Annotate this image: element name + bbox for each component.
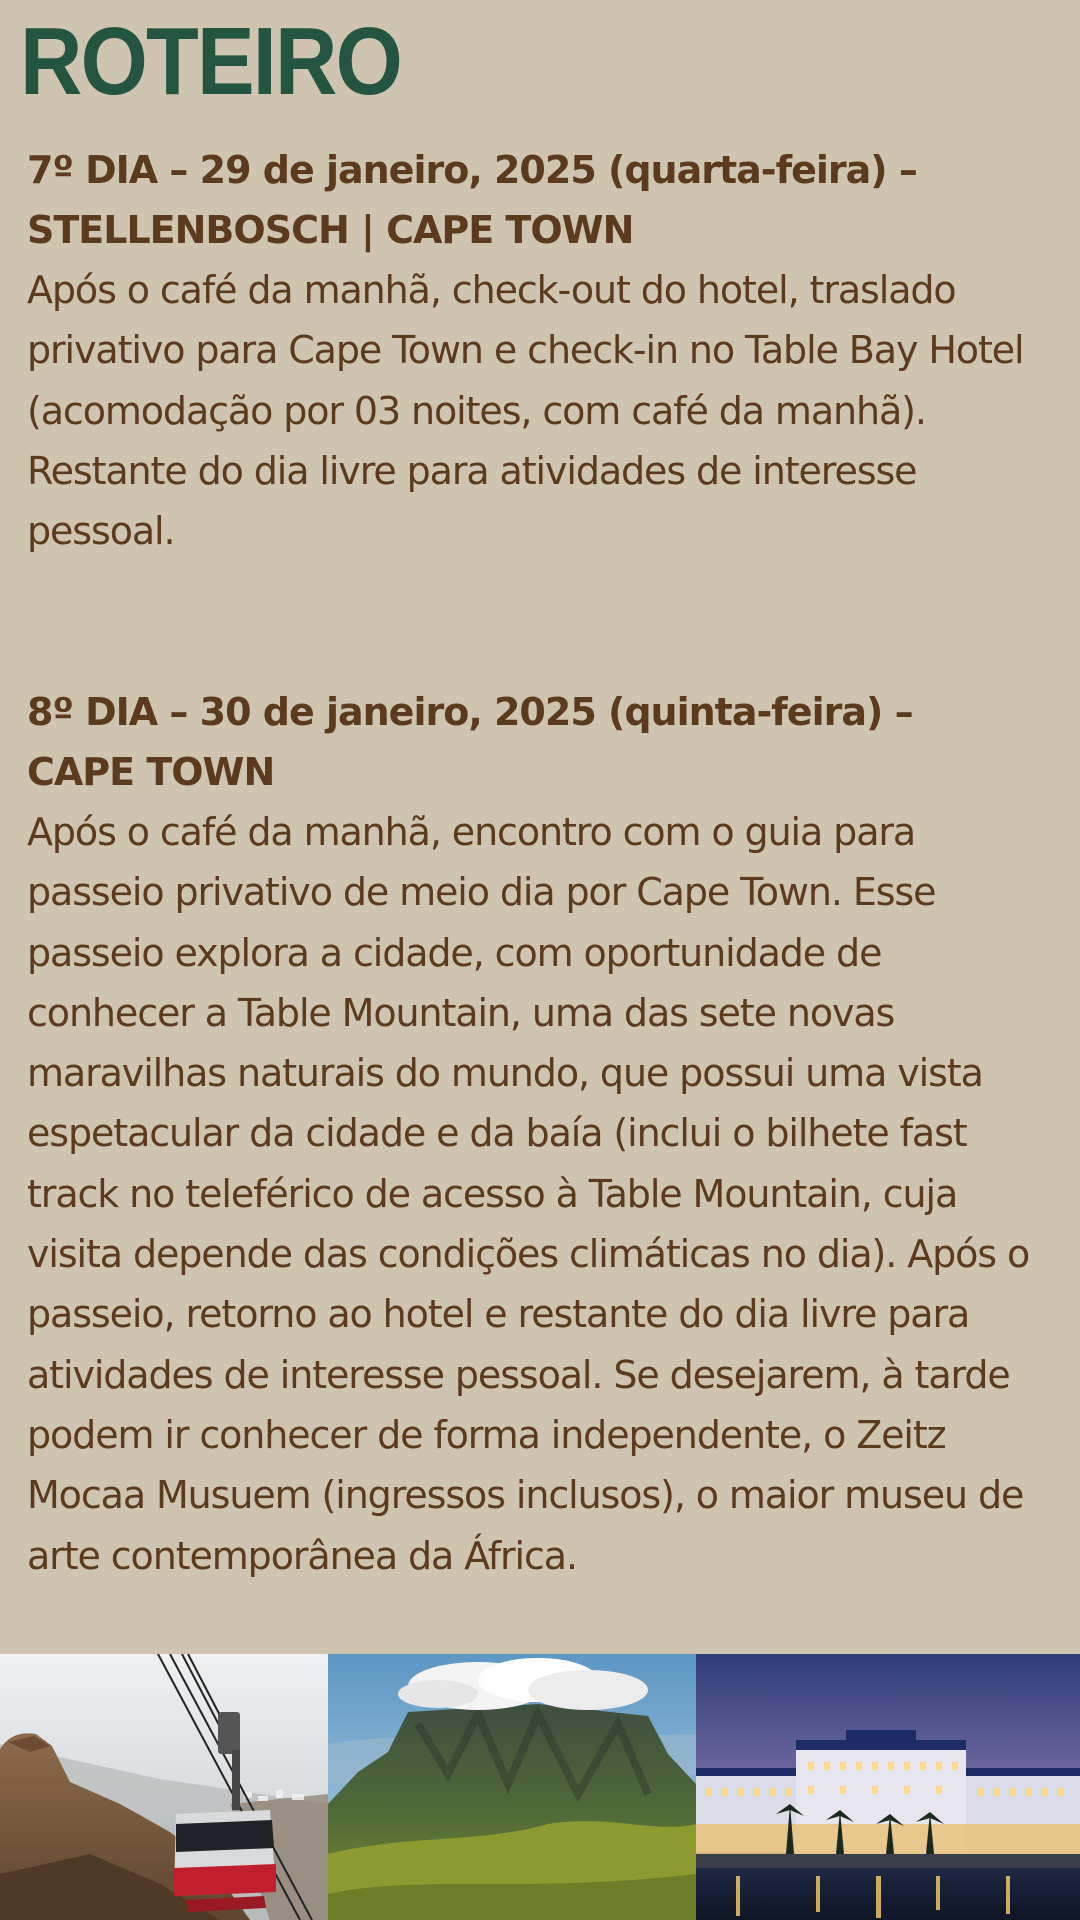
day-8-section [27, 682, 1057, 1586]
day-7-section [27, 140, 1057, 561]
table-bay-hotel-photo [696, 1654, 1080, 1920]
day-8-description: Após o café da manhã, encontro com o guia para passeio privativo de meio dia por Cape Town. Esse passeio explora a cidade, com oportunidade de conhecer a Table Mountain, uma das sete novas maravilhas naturais do mundo, que possui uma vista espetacular da cidade e da baía (inclui o bilhete fast track no teleférico de acesso à Table Mountain, cuja visita depende das condições climáticas no dia). Após o passeio, retorno ao hotel e restante do dia livre para atividades de interesse pessoal. Se desejarem, à tarde podem ir conhecer de forma independente, o Zeitz Mocaa Musuem (ingressos inclusos), o maior museu de arte contemporânea da África. [27, 810, 1030, 1578]
day-8-heading [27, 682, 1057, 802]
page-title: ROTEIRO [20, 8, 402, 115]
day-7-heading-line2: STELLENBOSCH | CAPE TOWN [27, 208, 634, 252]
day-7-heading-line1: 7º DIA – 29 de janeiro, 2025 (quarta-feira) – [27, 148, 917, 192]
photo-strip [0, 1654, 1080, 1920]
table-mountain-photo [328, 1654, 696, 1920]
day-8-heading-line1: 8º DIA – 30 de janeiro, 2025 (quinta-feira) – [27, 690, 913, 734]
day-8-heading-line2: CAPE TOWN [27, 750, 275, 794]
day-7-heading [27, 140, 1057, 260]
day-7-description: Após o café da manhã, check-out do hotel, traslado privativo para Cape Town e check-in no Table Bay Hotel (acomodação por 03 noites, com café da manhã). Restante do dia livre para atividades de interesse pessoal. [27, 268, 1024, 554]
cable-car-photo [0, 1654, 328, 1920]
